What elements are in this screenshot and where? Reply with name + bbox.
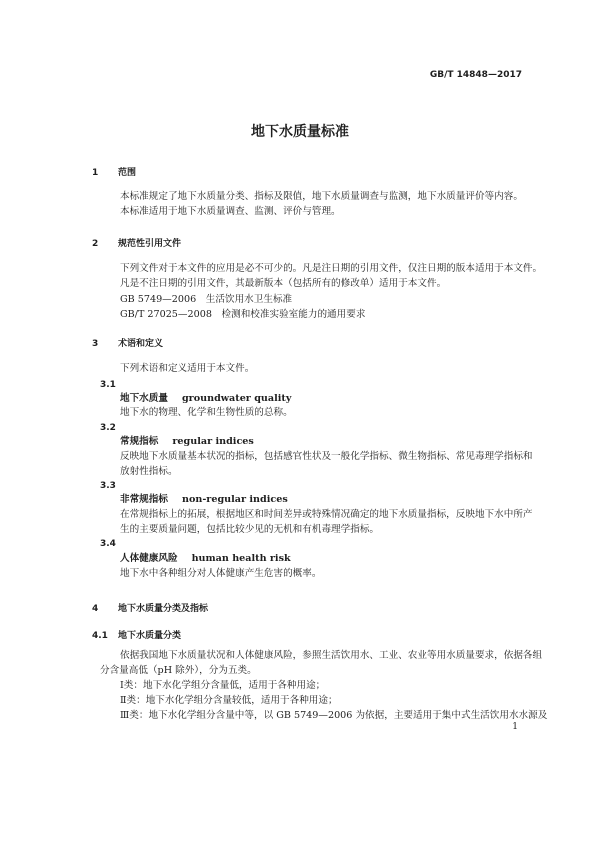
term-definition: 放射性指标。 xyxy=(120,466,178,477)
section-number: 4 xyxy=(92,604,99,614)
class-item: Ⅱ类：地下水化学组分含量较低，适用于各种用途； xyxy=(120,695,338,706)
class-item: Ⅲ类：地下水化学组分含量中等，以 GB 5749—2006 为依据，主要适用于集中式生活饮用水水源及 xyxy=(120,710,548,721)
term-en: regular indices xyxy=(172,436,254,447)
reference-item: GB/T 27025—2008 检测和校准实验室能力的通用要求 xyxy=(120,309,366,320)
standard-code: GB/T 14848—2017 xyxy=(429,70,522,80)
document-title: 地下水质量标准 xyxy=(251,124,349,140)
class-item: Ⅰ类：地下水化学组分含量低，适用于各种用途； xyxy=(120,680,326,691)
section-3-heading xyxy=(92,336,163,349)
paragraph: 分含量高低（pH 除外），分为五类。 xyxy=(100,665,257,676)
paragraph: 凡是不注日期的引用文件，其最新版本（包括所有的修改单）适用于本文件。 xyxy=(120,278,447,289)
section-title: 规范性引用文件 xyxy=(118,239,182,249)
term-heading xyxy=(120,553,291,565)
paragraph: 下列文件对于本文件的应用是必不可少的。凡是注日期的引用文件，仅注日期的版本适用于本文件。 xyxy=(120,263,543,274)
term-number: 3.1 xyxy=(100,380,116,390)
page-number: 1 xyxy=(512,722,518,732)
term-cn: 常规指标 xyxy=(120,436,159,447)
section-number: 3 xyxy=(92,339,99,349)
subsection-4-1-heading xyxy=(92,628,181,641)
term-definition: 反映地下水质量基本状况的指标，包括感官性状及一般化学指标、微生物指标、常见毒理学指标和 xyxy=(120,451,533,462)
paragraph: 本标准规定了地下水质量分类、指标及限值，地下水质量调查与监测，地下水质量评价等内容。 xyxy=(120,191,523,202)
paragraph: 本标准适用于地下水质量调查、监测、评价与管理。 xyxy=(120,206,341,217)
section-title: 地下水质量分类及指标 xyxy=(118,604,209,614)
section-4-heading xyxy=(92,601,208,614)
term-cn: 非常规指标 xyxy=(120,494,168,505)
section-1-heading xyxy=(92,165,136,178)
section-number: 1 xyxy=(92,168,99,178)
term-heading xyxy=(120,494,288,506)
term-definition: 生的主要质量问题，包括比较少见的无机和有机毒理学指标。 xyxy=(120,524,380,535)
term-number: 3.3 xyxy=(100,481,116,491)
term-en: non-regular indices xyxy=(181,494,288,505)
term-cn: 地下水质量 xyxy=(120,393,168,404)
term-number: 3.4 xyxy=(100,539,116,549)
term-heading xyxy=(120,436,254,448)
term-number: 3.2 xyxy=(100,423,116,433)
reference-item: GB 5749—2006 生活饮用水卫生标准 xyxy=(120,294,293,305)
section-title: 范围 xyxy=(118,168,137,178)
section-title: 术语和定义 xyxy=(118,339,164,349)
term-definition: 在常规指标上的拓展，根据地区和时间差异或特殊情况确定的地下水质量指标，反映地下水中所产 xyxy=(120,509,533,520)
subsection-title: 地下水质量分类 xyxy=(118,631,182,641)
term-cn: 人体健康风险 xyxy=(120,553,178,564)
term-heading xyxy=(120,393,291,405)
term-en: groundwater quality xyxy=(181,393,292,404)
paragraph: 依据我国地下水质量状况和人体健康风险，参照生活饮用水、工业、农业等用水质量要求，依据各组 xyxy=(120,650,543,661)
term-definition: 地下水的物理、化学和生物性质的总称。 xyxy=(120,407,293,418)
subsection-number: 4.1 xyxy=(92,631,108,641)
section-2-heading xyxy=(92,236,181,249)
term-definition: 地下水中各种组分对人体健康产生危害的概率。 xyxy=(120,568,322,579)
section-number: 2 xyxy=(92,239,99,249)
paragraph: 下列术语和定义适用于本文件。 xyxy=(120,363,255,374)
term-en: human health risk xyxy=(191,553,291,564)
